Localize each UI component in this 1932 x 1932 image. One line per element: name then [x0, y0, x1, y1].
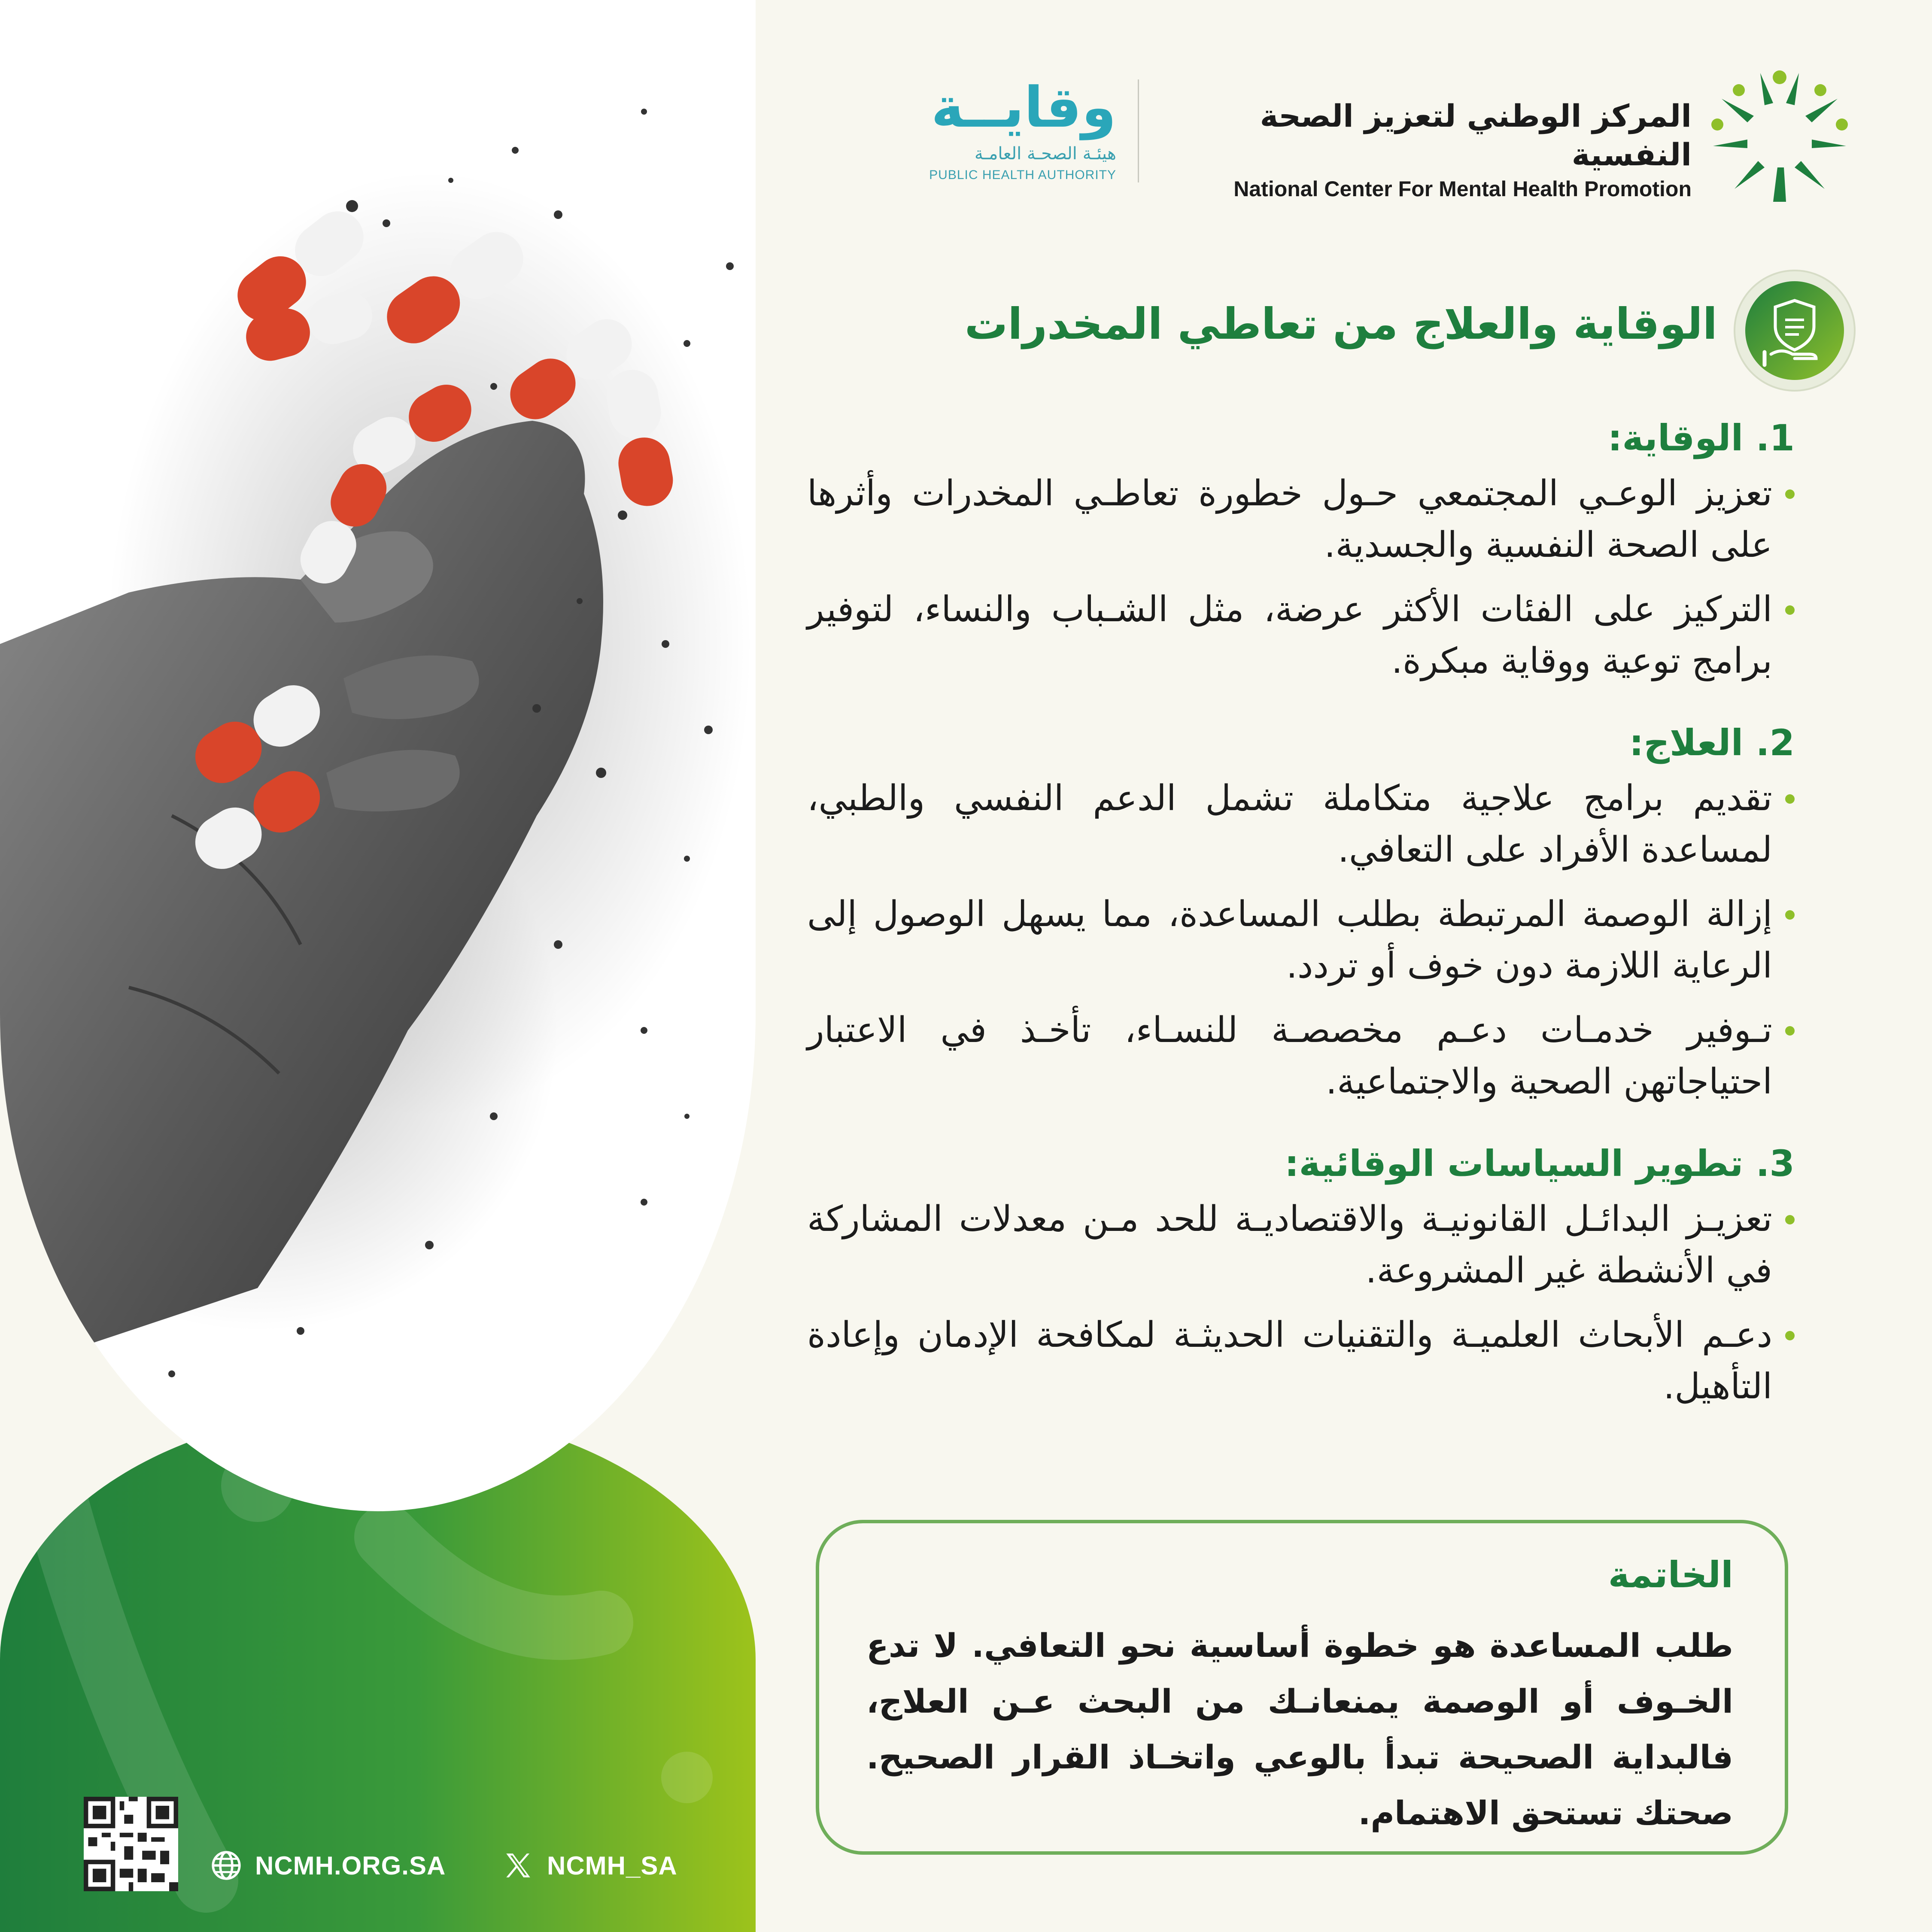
- list-item: [807, 468, 1795, 571]
- website-link[interactable]: [210, 1846, 468, 1885]
- conclusion-text: طلب المساعدة هو خطوة أساسية نحو التعافي. لا تدع الخـوف أو الوصمة يمنعانـك من البحث عـن العلاج، فالبداية الصحيحة تبدأ بالوعي واتخـاذ القرار الصحيح. صحتك تستحق الاهتمام.: [866, 1626, 1733, 1832]
- bullet-icon: [1785, 605, 1795, 615]
- section-title: 2. العلاج:: [1629, 722, 1795, 764]
- wiqaya-logo: [923, 73, 1116, 185]
- ncmh-name: [1185, 97, 1692, 204]
- list-item-text: تقديم برامج علاجية متكاملة تشمل الدعم النفسي والطبي، لمساعدة الأفراد على التعافي.: [807, 778, 1772, 870]
- list-item-text: تعزيـز البدائـل القانونيـة والاقتصاديـة للحد مـن معدلات المشاركة في الأنشطة غير المشروعة.: [807, 1199, 1772, 1291]
- list-item-text: إزالة الوصمة المرتبطة بطلب المساعدة، مما يسهل الوصول إلى الرعاية اللازمة دون خوف أو تردد.: [807, 894, 1772, 986]
- bullet-icon: [1785, 910, 1795, 920]
- ncmh-name-ar: المركز الوطني لتعزيز الصحة النفسية: [1260, 98, 1692, 173]
- hand-with-pills-image: [0, 0, 756, 1511]
- wiqaya-wordmark: وقايــة: [931, 75, 1116, 140]
- ncmh-logo: [1704, 64, 1855, 206]
- list-item: [807, 1005, 1795, 1108]
- social-handle: NCMH_SA: [547, 1851, 677, 1880]
- prevention-hand-shield-icon: [1730, 266, 1859, 395]
- section-title: 3. تطوير السياسات الوقائية:: [1284, 1142, 1795, 1185]
- website-text: NCMH.ORG.SA: [255, 1851, 446, 1880]
- list-item-text: دعـم الأبحاث العلميـة والتقنيات الحديثـة لمكافحة الإدمان وإعادة التأهيل.: [807, 1315, 1772, 1407]
- section-policies: [807, 1138, 1795, 1413]
- section-prevention: [807, 412, 1795, 687]
- list-item-text: التركيز على الفئات الأكثر عرضة، مثل الشـباب والنساء، لتوفير برامج توعية ووقاية مبكرة.: [807, 589, 1772, 681]
- wiqaya-subtitle-ar: هيئـة الصحـة العامـة: [974, 144, 1116, 164]
- wiqaya-subtitle-en: PUBLIC HEALTH AUTHORITY: [929, 168, 1116, 182]
- bullet-icon: [1785, 1215, 1795, 1224]
- social-link[interactable]: [502, 1846, 717, 1885]
- photo-panel: [0, 0, 756, 1511]
- bullet-icon: [1785, 489, 1795, 499]
- list-item: [807, 773, 1795, 876]
- ncmh-name-en: National Center For Mental Health Promotion: [1233, 177, 1692, 201]
- header-divider: [1138, 79, 1139, 182]
- page-title: الوقاية والعلاج من تعاطي المخدرات: [964, 299, 1717, 349]
- bullet-icon: [1785, 794, 1795, 804]
- conclusion-title: الخاتمة: [1608, 1554, 1733, 1596]
- section-treatment: [807, 717, 1795, 1108]
- list-item: [807, 584, 1795, 687]
- section-title: 1. الوقاية:: [1607, 417, 1795, 459]
- list-item: [807, 889, 1795, 992]
- content-sections: [807, 412, 1795, 1443]
- list-item: [807, 1194, 1795, 1297]
- list-item: [807, 1309, 1795, 1413]
- list-item-text: تعزيز الوعـي المجتمعي حـول خطورة تعاطـي المخدرات وأثرها على الصحة النفسية والجسدية.: [807, 473, 1772, 565]
- x-logo-icon: [502, 1850, 534, 1881]
- list-item-text: تـوفير خدمـات دعـم مخصصـة للنسـاء، تأخـذ في الاعتبار احتياجاتهن الصحية والاجتماعية.: [807, 1010, 1772, 1102]
- qr-code[interactable]: [84, 1797, 178, 1891]
- globe-icon: [210, 1850, 242, 1881]
- bullet-icon: [1785, 1331, 1795, 1340]
- bullet-icon: [1785, 1026, 1795, 1036]
- conclusion-box: [816, 1520, 1788, 1855]
